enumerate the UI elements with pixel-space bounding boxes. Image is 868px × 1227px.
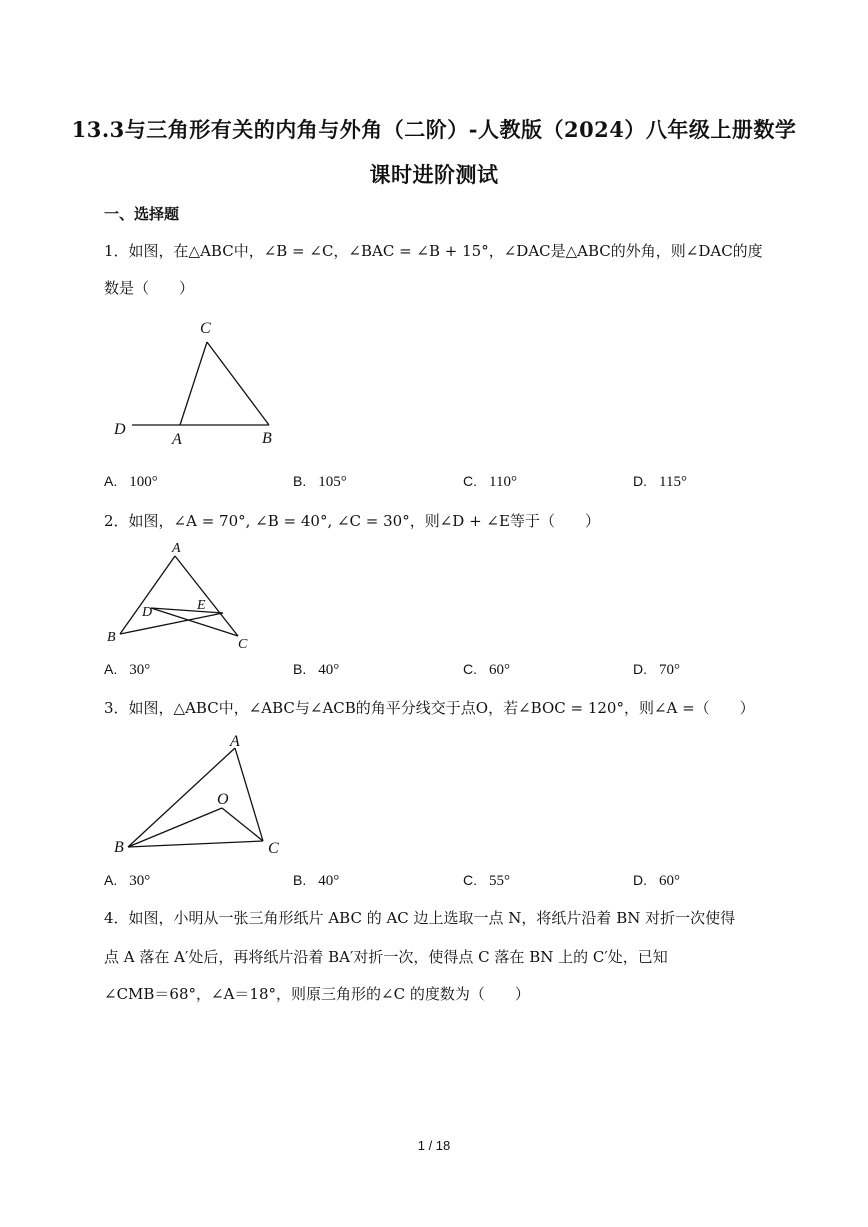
question-2-option-b[interactable] — [293, 660, 339, 679]
option-value: 105° — [318, 474, 347, 490]
option-value: 60° — [659, 873, 680, 889]
question-3-text: 3．如图，△ABC中，∠ABC与∠ACB的角平分线交于点O，若∠BOC = 120°，则∠A =（ ） — [104, 699, 755, 717]
label-C: C — [238, 637, 248, 652]
question-3-option-a[interactable] — [104, 871, 150, 890]
question-2-option-a[interactable] — [104, 660, 150, 679]
section-heading: 一、选择题 — [104, 205, 180, 223]
question-3-option-b[interactable] — [293, 871, 339, 890]
label-D: D — [142, 605, 153, 620]
option-letter: A. — [104, 661, 118, 677]
label-A: A — [172, 431, 182, 448]
segment-DC — [151, 608, 238, 636]
option-letter: C. — [463, 661, 477, 677]
option-letter: D. — [633, 661, 647, 677]
option-value: 60° — [489, 662, 510, 678]
option-value: 30° — [129, 662, 151, 678]
option-value: 30° — [129, 873, 151, 889]
label-O: O — [217, 791, 229, 808]
option-letter: B. — [293, 473, 307, 489]
question-2-figure — [104, 540, 264, 655]
option-letter: C. — [463, 473, 477, 489]
label-C: C — [268, 840, 279, 857]
segment-AC — [235, 748, 263, 841]
question-3-option-c[interactable] — [463, 871, 510, 890]
label-A: A — [230, 733, 240, 750]
page-subtitle: 课时进阶测试 — [369, 162, 499, 187]
option-value: 115° — [659, 474, 687, 490]
option-letter: B. — [293, 661, 307, 677]
question-1-option-d[interactable] — [633, 472, 687, 491]
option-letter: C. — [463, 872, 477, 888]
question-3-option-d[interactable] — [633, 871, 680, 890]
question-1-text: 1．如图，在△ABC中，∠B = ∠C，∠BAC = ∠B + 15°，∠DAC是△ABC的外角，则∠DAC的度 — [104, 242, 763, 260]
question-2-text: 2．如图，∠A = 70°, ∠B = 40°, ∠C = 30°，则∠D + ∠E等于（ ） — [104, 512, 600, 530]
label-B: B — [107, 630, 116, 645]
question-1-option-b[interactable] — [293, 472, 347, 491]
label-B: B — [262, 430, 272, 447]
label-B: B — [114, 839, 124, 856]
option-letter: A. — [104, 473, 118, 489]
question-4-line-3: ∠CMB＝68°，∠A＝18°，则原三角形的∠C 的度数为（ ） — [104, 985, 530, 1003]
segment-AC — [175, 556, 238, 636]
segment-OC — [222, 808, 263, 841]
option-value: 40° — [318, 662, 340, 678]
question-2-option-c[interactable] — [463, 660, 510, 679]
label-A: A — [172, 541, 181, 556]
question-1-text-cont: 数是（ ） — [104, 279, 195, 297]
segment-DE — [151, 608, 223, 613]
label-E: E — [197, 598, 206, 613]
segment-BE — [120, 613, 223, 634]
page-title: 13.3与三角形有关的内角与外角（二阶）-人教版（2024）八年级上册数学 — [71, 117, 797, 142]
option-value: 55° — [489, 873, 510, 889]
option-letter: D. — [633, 473, 647, 489]
segment-CB — [207, 342, 269, 425]
segment-AC — [180, 342, 207, 425]
option-value: 40° — [318, 873, 340, 889]
label-C: C — [200, 320, 211, 337]
page-number: 1 / 18 — [417, 1138, 451, 1153]
segment-BC — [128, 841, 263, 847]
option-value: 70° — [659, 662, 680, 678]
option-value: 100° — [129, 474, 158, 490]
segment-BO — [128, 808, 222, 847]
question-1-figure — [108, 316, 288, 448]
label-D: D — [114, 421, 126, 438]
question-3-figure — [108, 728, 298, 858]
option-letter: D. — [633, 872, 647, 888]
option-letter: B. — [293, 872, 307, 888]
segment-AB — [120, 556, 175, 634]
question-1-option-a[interactable] — [104, 472, 158, 491]
question-1-option-c[interactable] — [463, 472, 517, 491]
question-4-line-2: 点 A 落在 A′处后，再将纸片沿着 BA′对折一次，使得点 C 落在 BN 上的 C′处，已知 — [104, 948, 668, 966]
option-letter: A. — [104, 872, 118, 888]
question-4-line-1: 4．如图，小明从一张三角形纸片 ABC 的 AC 边上选取一点 N，将纸片沿着 BN 对折一次使得 — [104, 909, 736, 927]
option-value: 110° — [489, 474, 517, 490]
question-2-option-d[interactable] — [633, 660, 680, 679]
